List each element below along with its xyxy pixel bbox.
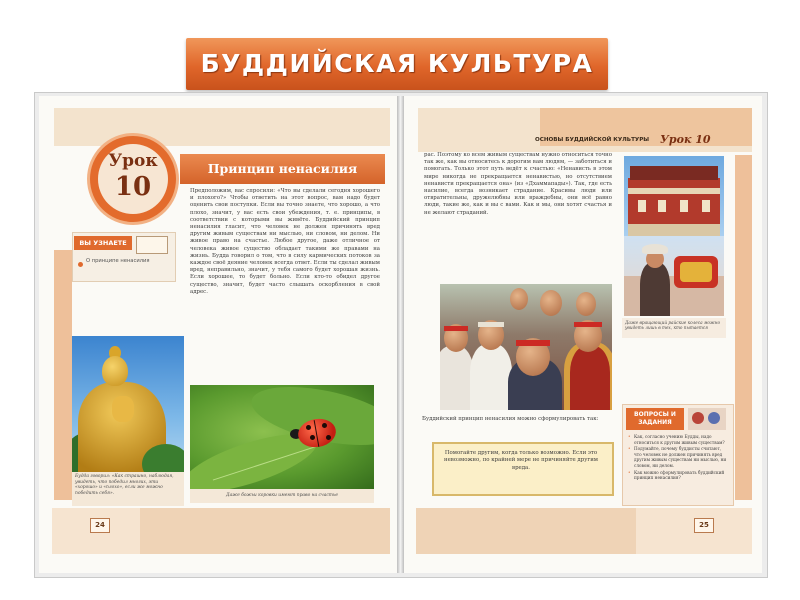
right-side-band [735, 155, 752, 500]
left-header-band [54, 108, 390, 146]
temple-window [658, 200, 666, 212]
monk-body [640, 262, 670, 316]
crowd-image [440, 284, 612, 410]
temple-band [628, 188, 720, 194]
right-footer-band-accent [416, 508, 636, 554]
lesson-title: Принцип ненасилия [207, 161, 358, 176]
ladybug-spot [310, 435, 315, 440]
lesson-number: 10 [114, 172, 152, 202]
buddha-caption: Будда говорил: «Как страшно, наблюдая, увидеть, что победил многих, эти «хорошо» и «плохо», если же можно победить себя». [72, 472, 184, 506]
statue-head [102, 356, 128, 386]
temple-window [680, 200, 688, 212]
monk-hat [642, 244, 668, 254]
monk-caption: Даже вращающий райские колеса можно увидеть лишь в тех, кто пытается [622, 318, 726, 338]
book-banner [186, 38, 608, 90]
headband-shape [478, 322, 504, 327]
statue-hand [112, 396, 134, 422]
headband-shape [574, 322, 602, 327]
face-shape [576, 292, 596, 316]
right-body-text: рас. Поэтому ко всем живым существам нужно относиться точно так же, как вы относитесь к дорогим вам людям, — заботиться и помогать. Только этот путь ведёт к счастью: «Ненависть в этом мире никогда не прекращается ненавистью, но отсутствием ненависти прекращается она» (из «Дхаммапады»). Так, где есть насилие, всегда возникает страдание. Красивы люди или отвратительны, дружелюбны или враждебны, они всё равно люди, такие же, как и вы с вами. Как и мы, они хотят счастья и не желают страданий. [424, 152, 612, 216]
running-lesson: Урок 10 [660, 133, 711, 146]
ladybug-image [190, 385, 374, 489]
temple-window [702, 200, 710, 212]
formula-intro: Буддийский принцип ненасилия можно сформулировать так: [422, 416, 599, 422]
prayer-wheel-band [680, 262, 712, 282]
robe-shape [470, 344, 512, 410]
question-item: • Как, согласно учению Будды, надо относиться к другим живым существам? [628, 434, 728, 445]
temple-steps [628, 224, 720, 236]
lesson-word: Урок [108, 151, 158, 171]
ladybug-caption: Даже божьи коровки имеют право на счастье [190, 489, 374, 503]
page-number-right: 25 [694, 518, 714, 533]
book-gutter [397, 96, 404, 573]
headband-shape [516, 340, 550, 346]
page-number-left: 24 [90, 518, 110, 533]
temple-roof [630, 166, 718, 180]
question-item: • Подумайте, почему буддисты считают, что человек не должен причинять вред другим живым существам ни мыслью, ни словом, ни делом. [628, 446, 728, 468]
left-footer-band-accent [140, 508, 390, 554]
ladybug-spot [322, 423, 327, 428]
face-shape [540, 290, 562, 316]
quote-text: Помогайте другим, когда только возможно. Если это невозможно, по крайней мере не причиняйте другим вреда. [444, 450, 598, 471]
learn-item: О принципе ненасилия [86, 258, 150, 264]
running-head: ОСНОВЫ БУДДИЙСКОЙ КУЛЬТУРЫ [535, 137, 650, 143]
robe-shape [440, 346, 474, 410]
bullet-icon [78, 262, 83, 267]
temple-image [624, 156, 724, 236]
face-shape [510, 288, 528, 310]
child-icon [708, 412, 720, 424]
question-item: • Как можно сформулировать буддийский принцип ненасилия? [628, 470, 728, 481]
robe-shape [570, 346, 610, 410]
buddha-statue-image [72, 336, 184, 472]
questions-heading: ВОПРОСЫ И ЗАДАНИЯ [626, 408, 684, 430]
banner-title: БУДДИЙСКАЯ КУЛЬТУРА [200, 49, 594, 78]
prayer-wheel-image [624, 236, 724, 316]
learn-heading: ВЫ УЗНАЕТЕ [74, 236, 132, 250]
left-side-band [54, 250, 72, 500]
temple-window [638, 200, 646, 212]
child-icon [692, 412, 704, 424]
headband-shape [444, 326, 468, 331]
questions-list [628, 434, 728, 500]
ladybug-spot [306, 425, 311, 430]
open-book-icon [136, 236, 168, 254]
ladybug-spot [326, 435, 331, 440]
left-body-text: Предположим, вас спросили: «Что вы сделали сегодня хорошего и плохого?» Чтобы ответить на этот вопрос, вам надо будет оценить свои поступки. Если вы точно знаете, что хорошо, а что плохо, значит, у вас есть свои убеждения, т. е. принципы, в соответствии с которыми вы живёте. Буддийский принцип ненасилия гласит, что человек не должен причинять вред другим живым существам ни мыслью, ни словом, ни делом. Ни живое право на счастье. Любое другое, даже отличное от человека живое существо обладает такими же правами на жизнь. Будда говорил о том, что в силу кармических потоков за каждое своё деяние человек всегда ответ. Если ты сделал живым вред, неправильно, значит, у тебя самого будет хорошая жизнь. Если хорошее, то будет больно. Если кто-то обидел другое существо, значит, будет часто слышать оскорбления в свой адрес. [190, 188, 380, 295]
